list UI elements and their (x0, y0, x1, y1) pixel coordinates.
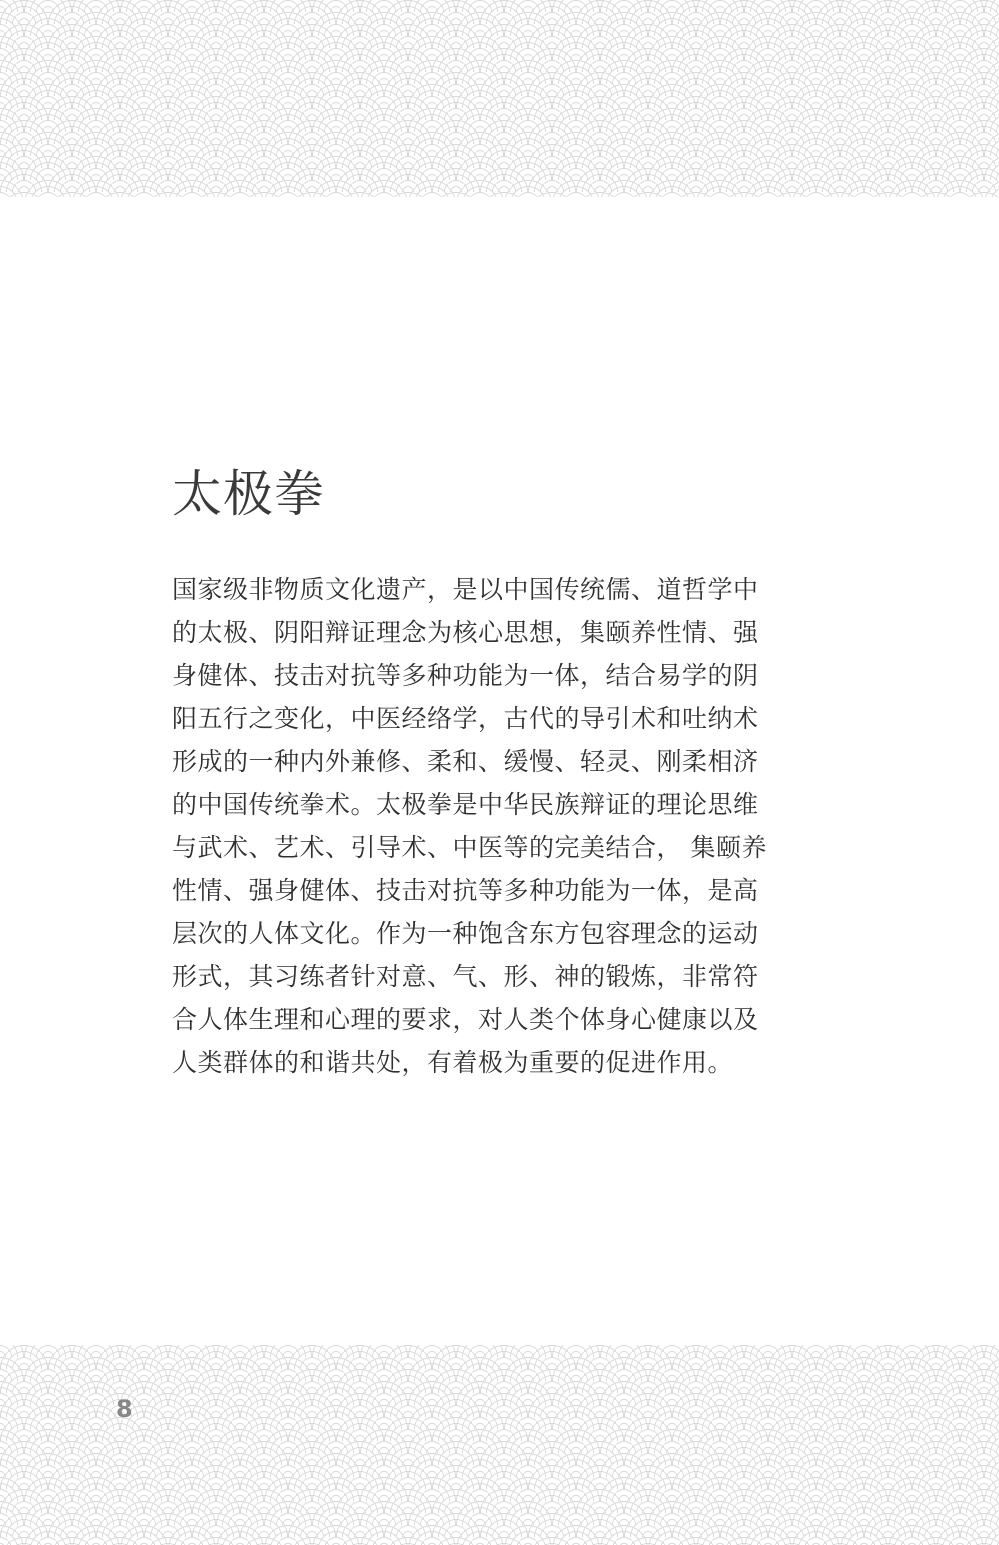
page-title: 太极拳 (172, 465, 325, 523)
article (172, 462, 772, 1084)
decorative-wave-pattern-top (0, 0, 999, 197)
body-paragraph: 国家级非物质文化遗产，是以中国传统儒、道哲学中的太极、阴阳辩证理念为核心思想，集颐养性情、强身健体、技击对抗等多种功能为一体，结合易学的阴阳五行之变化，中医经络学，古代的导引术和吐纳术形成的一种内外兼修、柔和、缓慢、轻灵、刚柔相济的中国传统拳术。太极拳是中华民族辩证的理论思维与武术、艺术、引导术、中医等的完美结合， 集颐养性情、强身健体、技击对抗等多种功能为一体，是高层次的人体文化。作为一种饱含东方包容理念的运动形式，其习练者针对意、气、形、神的锻炼，非常符合人体生理和心理的要求，对人类个体身心健康以及人类群体的和谐共处，有着极为重要的促进作用。 (172, 575, 767, 1077)
page-number: 8 (116, 1395, 133, 1423)
decorative-wave-pattern-bottom (0, 1345, 999, 1545)
